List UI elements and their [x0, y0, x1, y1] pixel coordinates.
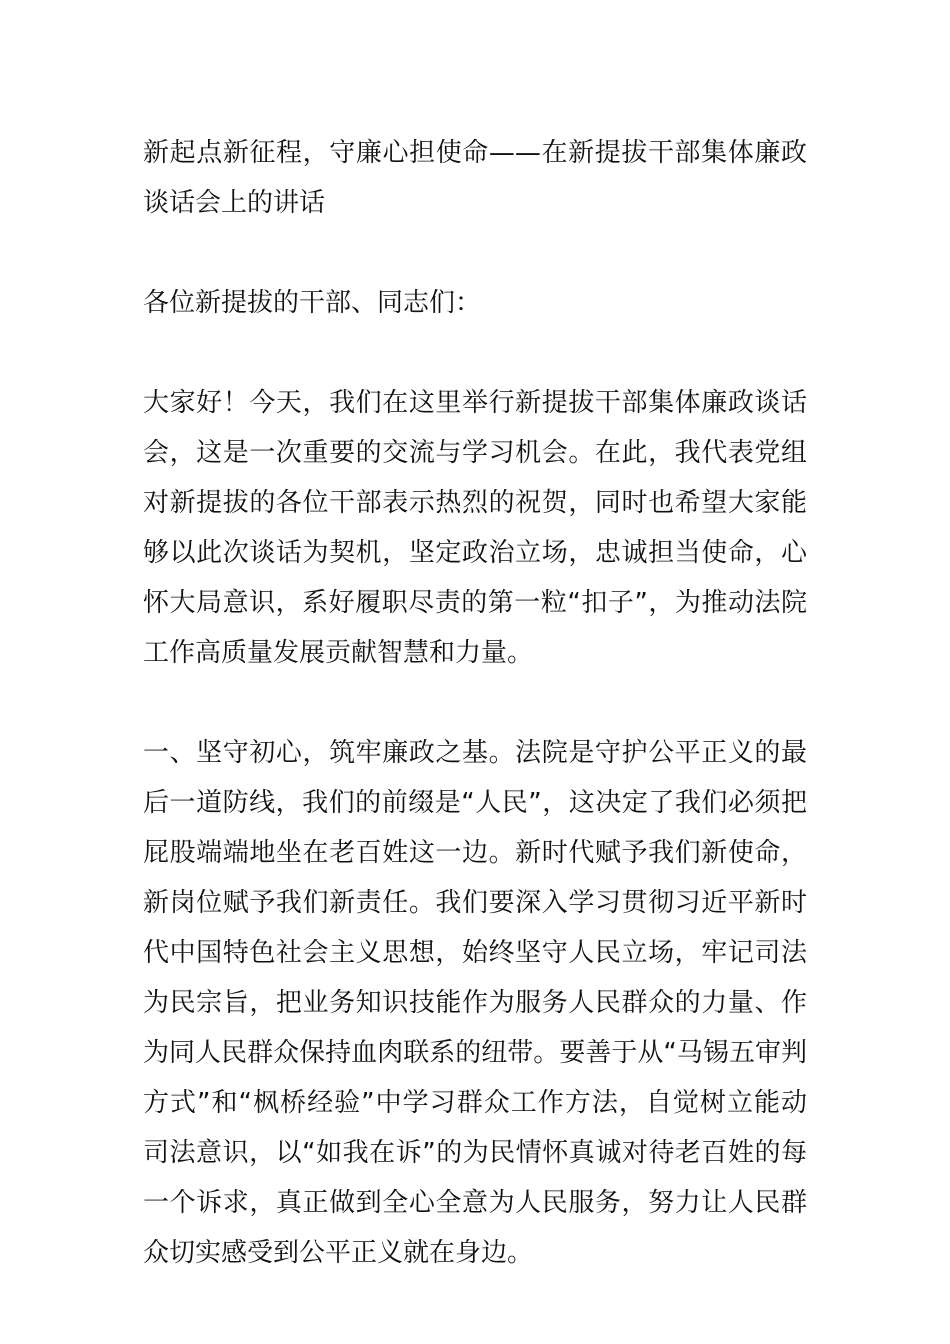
- paragraph-section-one: 一、坚守初心，筑牢廉政之基。法院是守护公平正义的最后一道防线，我们的前缀是“人民”，这决定了我们必须把屁股端端地坐在老百姓这一边。新时代赋予我们新使命，新岗位赋予我们新责任。我们要深入学习贯彻习近平新时代中国特色社会主义思想，始终坚守人民立场，牢记司法为民宗旨，把业务知识技能作为服务人民群众的力量、作为同人民群众保持血肉联系的纽带。要善于从“马锡五审判方式”和“枫桥经验”中学习群众工作方法，自觉树立能动司法意识，以“如我在诉”的为民情怀真诚对待老百姓的每一个诉求，真正做到全心全意为人民服务，努力让人民群众切实感受到公平正义就在身边。: [143, 738, 807, 1268]
- paragraph-intro: 大家好！今天，我们在这里举行新提拔干部集体廉政谈话会，这是一次重要的交流与学习机会。在此，我代表党组对新提拔的各位干部表示热烈的祝贺，同时也希望大家能够以此次谈话为契机，坚定政治立场，忠诚担当使命，心怀大局意识，系好履职尽责的第一粒“扣子”，为推动法院工作高质量发展贡献智慧和力量。: [143, 388, 807, 668]
- salutation: 各位新提拔的干部、同志们：: [143, 288, 482, 318]
- document-page: [143, 128, 807, 1278]
- document-title: 新起点新征程，守廉心担使命——在新提拔干部集体廉政谈话会上的讲话: [143, 138, 807, 218]
